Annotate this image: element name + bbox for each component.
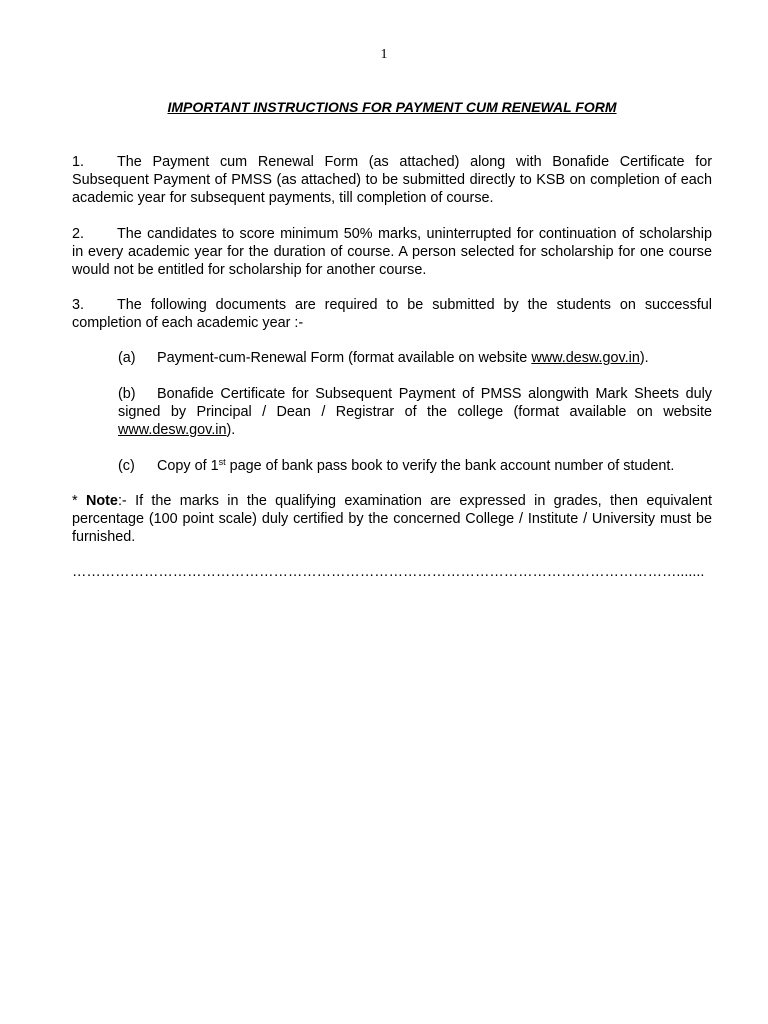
instruction-item-2 [72,225,712,279]
website-link[interactable]: www.desw.gov.in [118,422,227,438]
item-text: The following documents are required to be submitted by the students on successful completion of each academic year :- [72,297,712,331]
page-number: 1 [380,47,388,62]
item-text: The candidates to score minimum 50% marks, uninterrupted for continuation of scholarship in every academic year for the duration of course. A person selected for scholarship for one course would not be entitled for scholarship for another course. [72,226,712,278]
note-label: Note [85,493,118,509]
sub-item-text: Copy of 1 [157,458,219,474]
note-prefix: * [72,493,86,509]
item-number: 2. [72,226,85,242]
sub-item-letter: (c) [118,458,135,474]
instruction-item-3 [72,296,712,332]
note-text: :- If the marks in the qualifying examination are expressed in grades, then equivalent percentage (100 point scale) duly certified by the concerned College / Institute / University must be furnished. [72,493,712,545]
item-number: 1. [72,154,85,170]
website-link[interactable]: www.desw.gov.in [531,350,640,366]
sub-item-text-end: ). [226,422,236,438]
ordinal-superscript: st [218,457,226,467]
dotted-separator: ………………………………………………………………………………………………………………....... [72,564,705,580]
sub-item-letter: (a) [118,350,136,366]
sub-item-text: Payment-cum-Renewal Form (format available on website [157,350,532,366]
sub-item-letter: (b) [118,386,136,402]
page-title: IMPORTANT INSTRUCTIONS FOR PAYMENT CUM RENEWAL FORM [167,99,617,115]
item-text: The Payment cum Renewal Form (as attached) along with Bonafide Certificate for Subsequent Payment of PMSS (as attached) to be submitted directly to KSB on completion of each academic year for subsequent payments, till completion of course. [72,154,712,206]
sub-item-b [118,385,712,439]
item-number: 3. [72,297,85,313]
note-paragraph [72,492,712,546]
sub-item-c [118,457,712,475]
instruction-item-1 [72,153,712,207]
sub-item-a [118,349,712,367]
sub-item-text: Bonafide Certificate for Subsequent Payment of PMSS alongwith Mark Sheets duly signed by Principal / Dean / Registrar of the college (format available on website [118,386,712,420]
sub-item-text-end: ). [639,350,649,366]
sub-item-text-end: page of bank pass book to verify the bank account number of student. [225,458,675,474]
